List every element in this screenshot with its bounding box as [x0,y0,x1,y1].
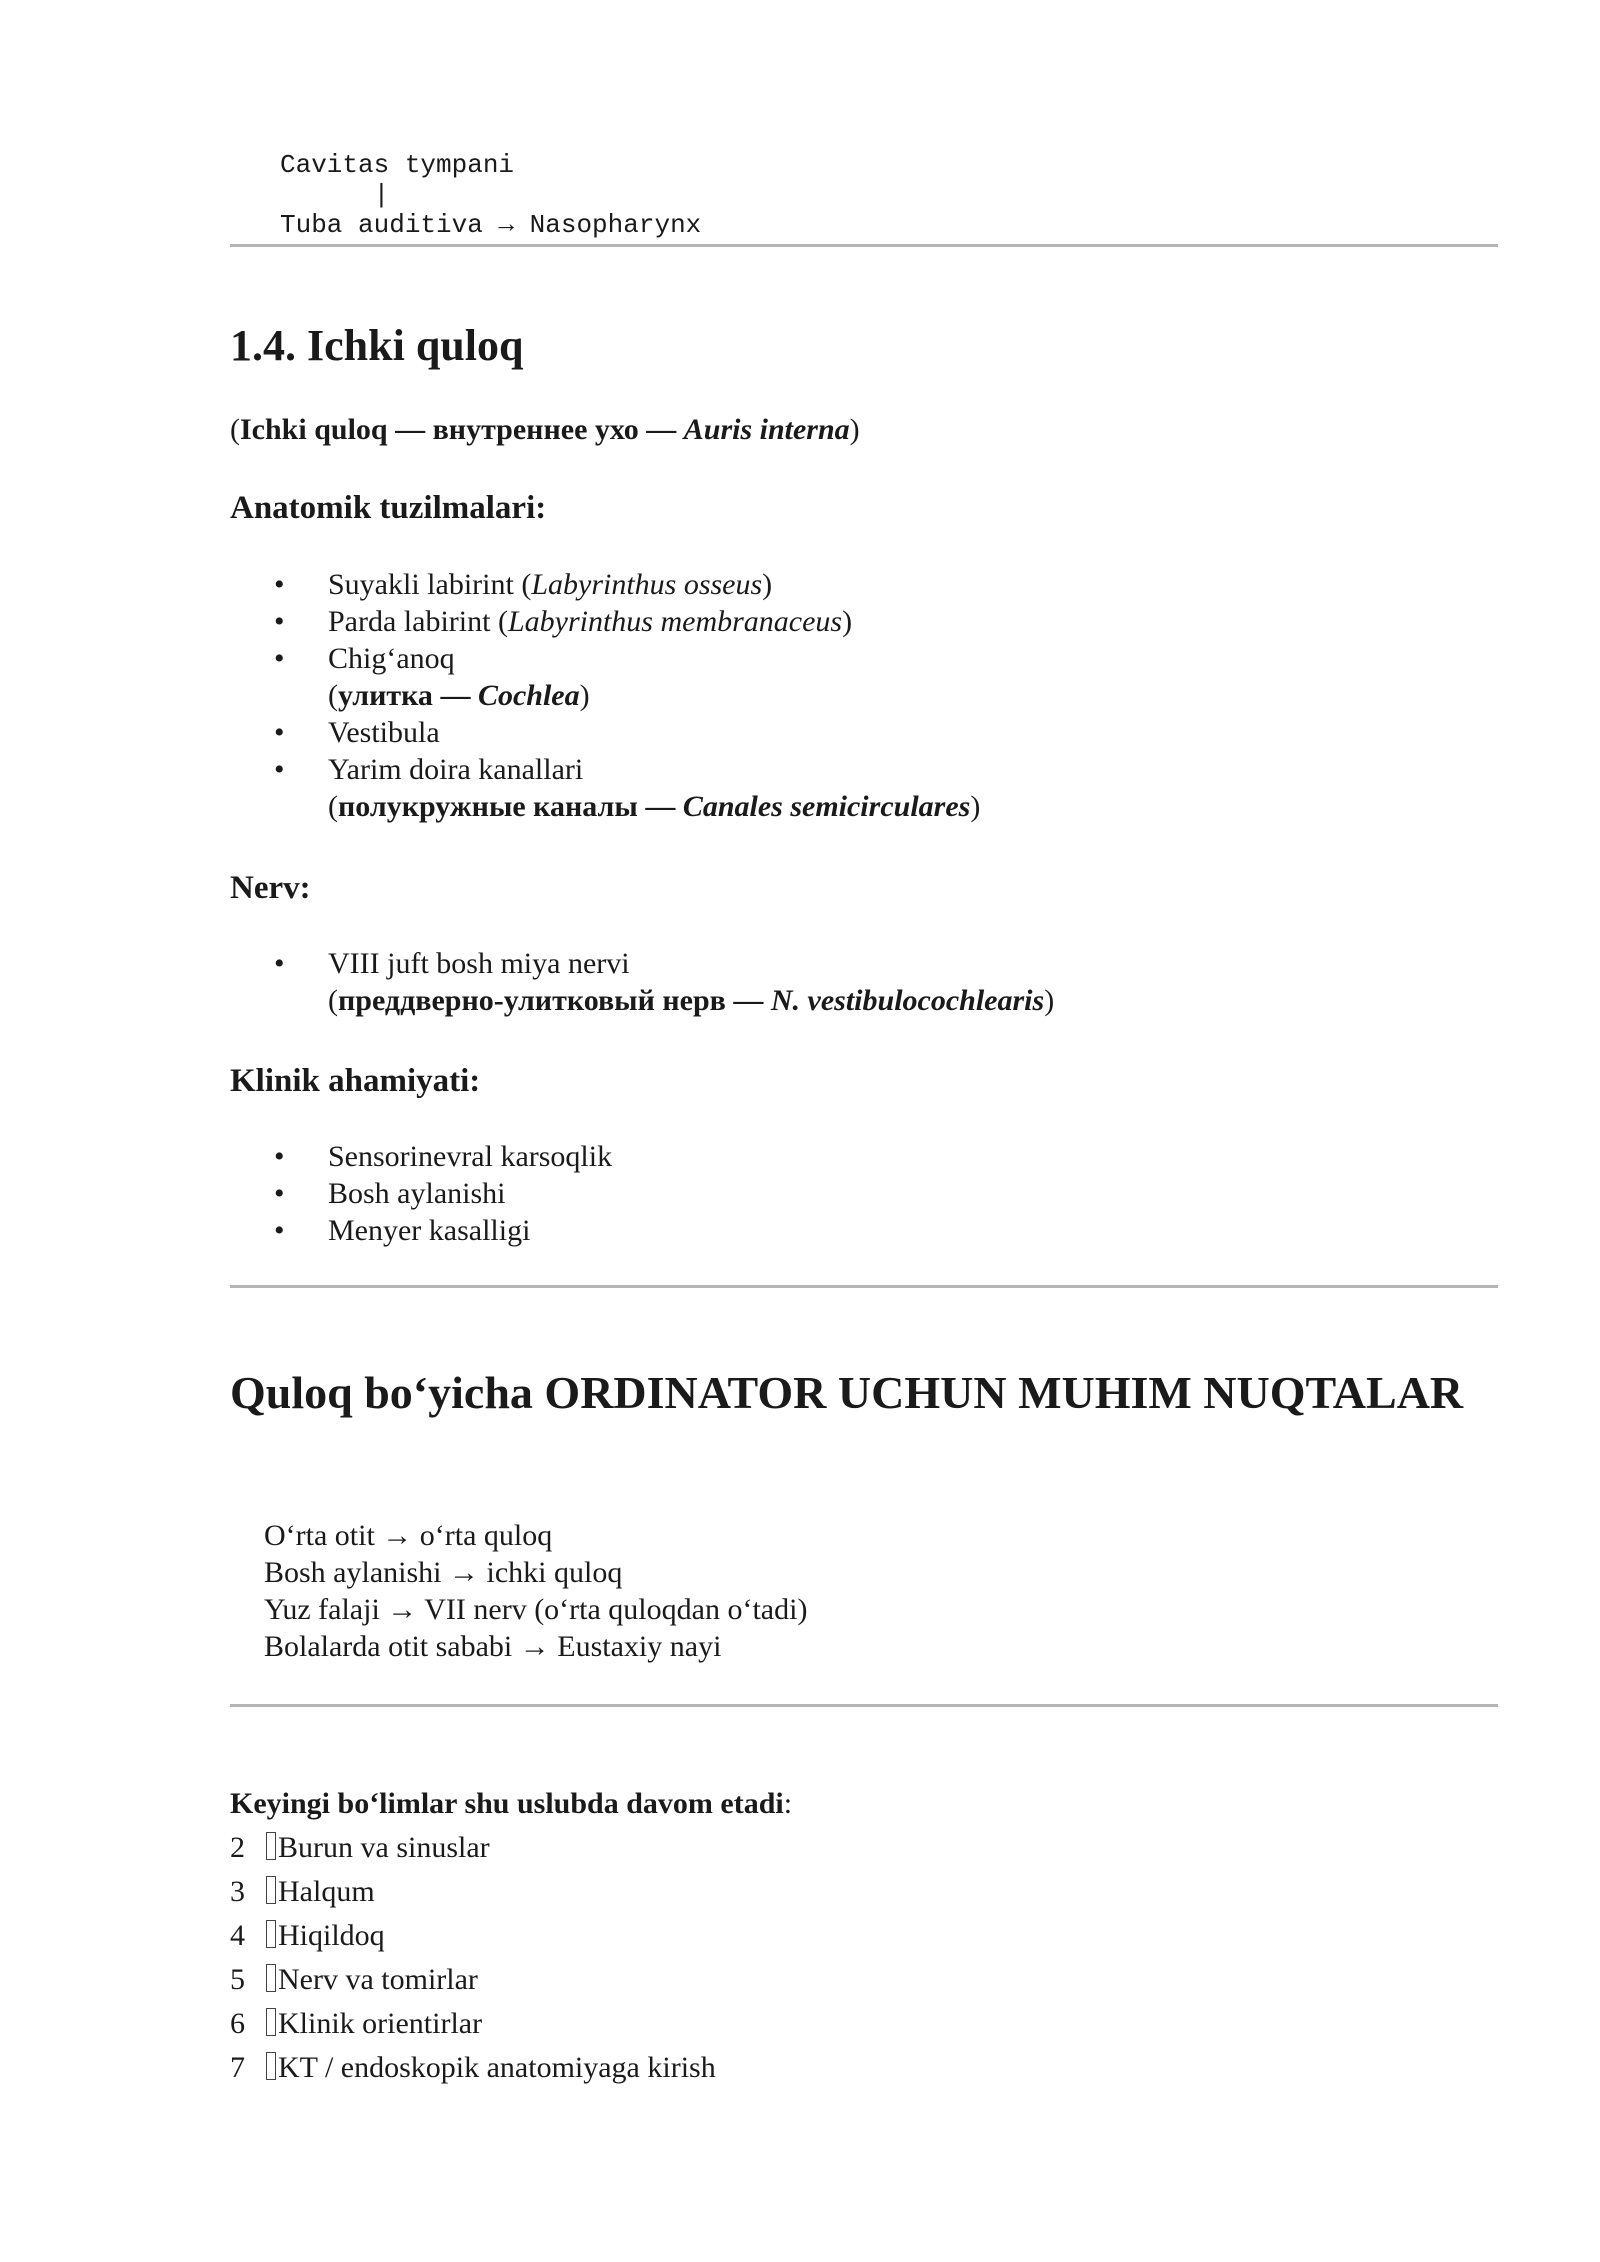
list-item: • Menyer kasalligi [230,1212,612,1249]
list-item: • Parda labirint (Labyrinthus membranaceus) [230,603,980,640]
emoji-box-icon [266,2008,276,2036]
section-title: 1.4. Ichki quloq [230,321,524,370]
important-lines [230,1517,807,1665]
list-item: 7 KT / endoskopik anatomiyaga kirish [230,2051,716,2084]
important-title: Quloq bo‘yicha ORDINATOR UCHUN MUHIM NUQTALAR [230,1367,1464,1418]
section-subtitle: (Ichki quloq — внутреннее ухо — Auris interna) [230,413,860,446]
list-item: • Suyakli labirint (Labyrinthus osseus) [230,566,980,603]
list-item: • Yarim doira kanallari (полукружные каналы — Canales semicirculares) [230,751,980,825]
list-item: • VIII juft bosh miya nervi (преддверно-улитковый нерв — N. vestibulocochlearis) [230,945,1054,1019]
emoji-box-icon [266,1964,276,1992]
code-block [230,150,701,240]
list-item: 5 Nerv va tomirlar [230,1963,478,1996]
emoji-box-icon [266,1876,276,1904]
list-item: 6 Klinik orientirlar [230,2007,483,2040]
important-line: Bolalarda otit sababi → Eustaxiy nayi [264,1630,722,1663]
list-item: • Vestibula [230,714,980,751]
important-line: Yuz falaji → VII nerv (o‘rta quloqdan o‘tadi) [264,1593,808,1626]
clinical-list [230,1138,612,1249]
list-item: 4 Hiqildoq [230,1919,385,1952]
list-item: • Sensorinevral karsoqlik [230,1138,612,1175]
nerve-heading: Nerv: [230,870,311,906]
list-item: • Chig‘anoq (улитка — Cochlea) [230,640,980,714]
anatomy-heading: Anatomik tuzilmalari: [230,490,547,526]
next-list [230,1826,716,2090]
code-line-1: Cavitas tympani [280,150,515,180]
emoji-box-icon [266,2052,276,2080]
code-line-2: | [280,180,390,210]
nerve-list [230,945,1054,1019]
divider [230,1704,1498,1707]
emoji-box-icon [266,1920,276,1948]
list-item: • Bosh aylanishi [230,1175,612,1212]
emoji-box-icon [266,1832,276,1860]
list-item: 3 Halqum [230,1875,375,1908]
clinical-heading: Klinik ahamiyati: [230,1063,481,1099]
important-line: O‘rta otit → o‘rta quloq [264,1519,553,1552]
code-line-3: Tuba auditiva → Nasopharynx [280,210,702,240]
next-title: Keyingi bo‘limlar shu uslubda davom etadi: [230,1787,793,1820]
list-item: 2 Burun va sinuslar [230,1831,490,1864]
divider [230,1285,1498,1288]
divider [230,244,1498,247]
anatomy-list [230,566,980,825]
important-line: Bosh aylanishi → ichki quloq [264,1556,623,1589]
